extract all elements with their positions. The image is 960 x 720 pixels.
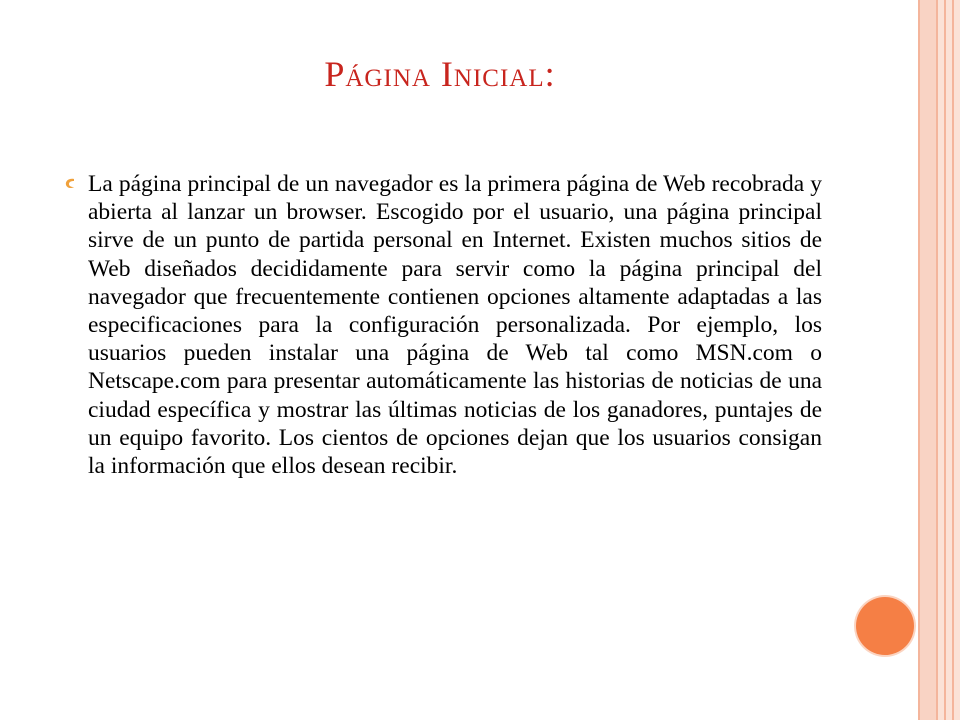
decorative-circle [856, 597, 914, 655]
decorative-stripe-light [954, 0, 960, 720]
bullet-text: La página principal de un navegador es la primera página de Web recobrada y abierta al lanzar un browser. Escogido por el usuario, una página principal sirve de un punto de partida personal en Internet. Existen muchos sitios de Web diseñados decididamente para servir como la página principal del navegador que frecuentemente contienen opciones altamente adaptadas a las especificaciones para la configuración personalizada. Por ejemplo, los usuarios pueden instalar una página de Web tal como MSN.com o Netscape.com para presentar automáticamente las historias de noticias de una ciudad específica y mostrar las últimas noticias de los ganadores, puntajes de un equipo favorito. Los cientos de opciones dejan que los usuarios consigan la información que ellos desean recibir. [88, 171, 822, 480]
decorative-stripe-line [952, 0, 954, 720]
decorative-stripe-line [918, 0, 920, 720]
decorative-stripe-line [936, 0, 938, 720]
slide-title: Página Inicial: [324, 54, 556, 94]
bullet-item [62, 170, 822, 480]
decorative-stripe-line [944, 0, 946, 720]
curly-bullet-icon [62, 176, 78, 192]
decorative-stripe [918, 0, 938, 720]
